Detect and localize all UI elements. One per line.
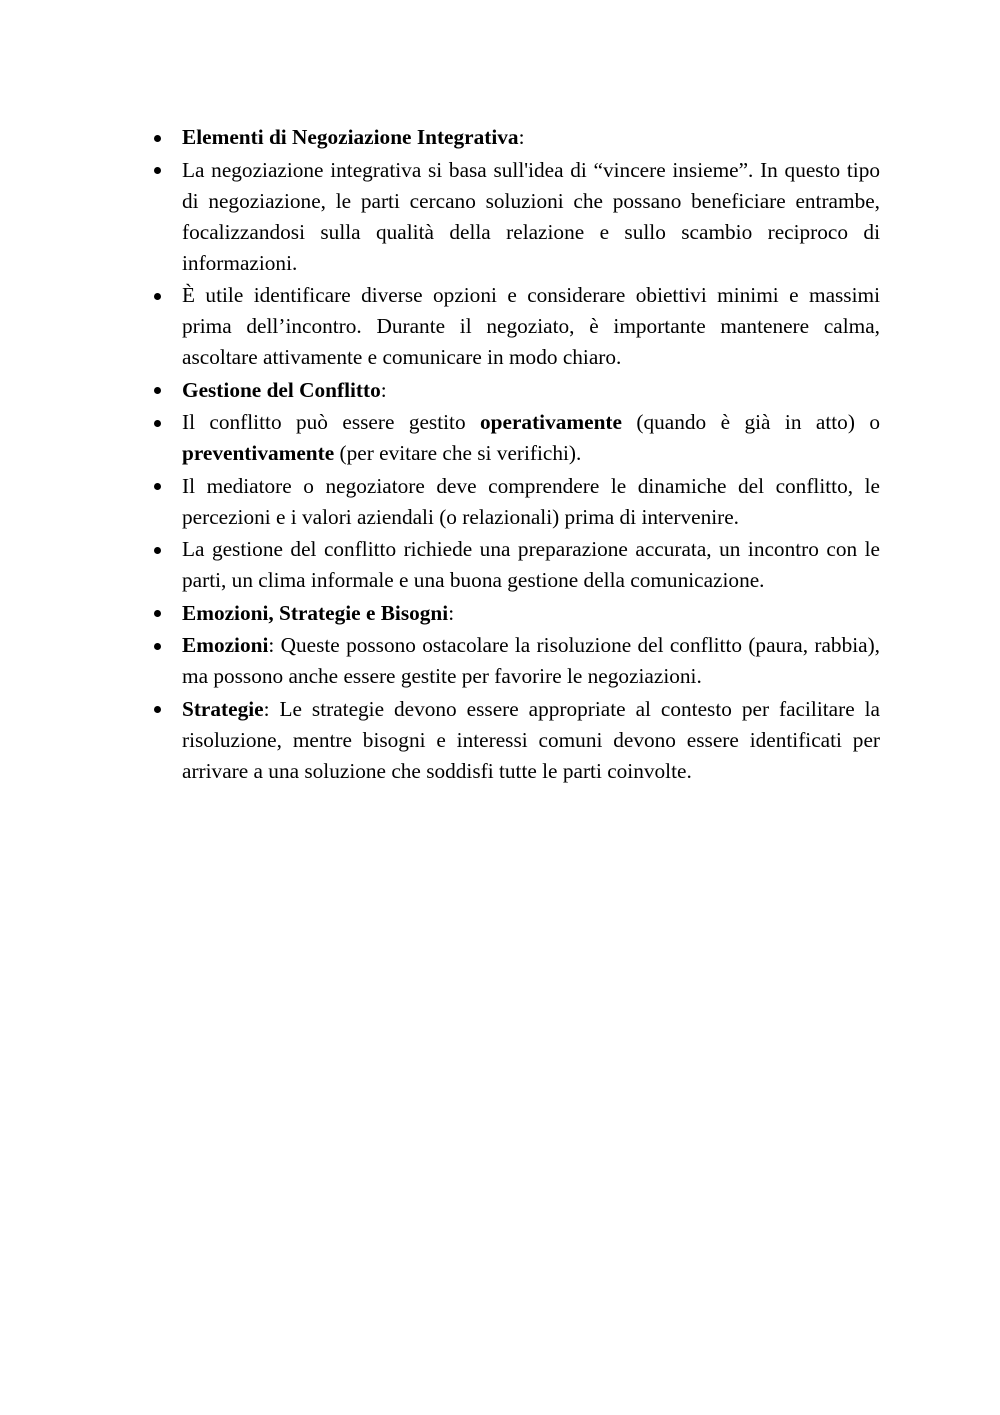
paragraph-text: (per evitare che si verifichi). bbox=[334, 441, 582, 465]
list-item-heading-negotiation bbox=[182, 122, 880, 153]
heading-text: Gestione del Conflitto bbox=[182, 377, 381, 402]
paragraph-text: : Queste possono ostacolare la risoluzione del conflitto (paura, rabbia), ma possono anche essere gestite per favorire le negoziazioni. bbox=[182, 633, 880, 688]
list-item-strategies bbox=[182, 694, 880, 787]
heading-colon: : bbox=[380, 377, 387, 402]
paragraph-text: Il conflitto può essere gestito bbox=[182, 410, 481, 434]
bold-term-strategies: Strategie bbox=[182, 696, 264, 721]
paragraph-text: La negoziazione integrativa si basa sull'idea di “vincere insieme”. In questo tipo di negoziazione, le parti cercano soluzioni che possano beneficiare entrambe, focalizzandosi sulla qualità della relazione e sullo scambio reciproco di informazioni. bbox=[182, 157, 880, 275]
document-page-body bbox=[182, 122, 880, 788]
list-item-heading-emotions-strategies bbox=[182, 598, 880, 629]
list-item-conflict-management-modes bbox=[182, 407, 880, 469]
heading-text: Elementi di Negoziazione Integrativa bbox=[182, 125, 519, 149]
list-item-integrative-idea bbox=[182, 155, 880, 279]
list-item-emotions bbox=[182, 630, 880, 692]
paragraph-text: : Le strategie devono essere appropriate al contesto per facilitare la risoluzione, mentre bisogni e interessi comuni devono essere identificati per arrivare a una soluzione che soddisfi tutte le parti coinvolte. bbox=[182, 696, 880, 783]
bold-term-emotions: Emozioni bbox=[182, 633, 269, 657]
list-item-options-objectives bbox=[182, 280, 880, 373]
bullet-list bbox=[182, 122, 880, 787]
heading-colon: : bbox=[448, 600, 455, 625]
paragraph-text: Il mediatore o negoziatore deve comprendere le dinamiche del conflitto, le percezioni e i valori aziendali (o relazionali) prima di intervenire. bbox=[182, 473, 880, 529]
list-item-heading-conflict bbox=[182, 375, 880, 406]
heading-colon: : bbox=[518, 125, 525, 149]
bold-term-preventively: preventivamente bbox=[182, 441, 335, 465]
list-item-mediator bbox=[182, 471, 880, 533]
paragraph-text: (quando è già in atto) o bbox=[621, 410, 880, 434]
bold-term-operatively: operativamente bbox=[480, 410, 622, 434]
list-item-conflict-preparation bbox=[182, 534, 880, 596]
paragraph-text: La gestione del conflitto richiede una preparazione accurata, un incontro con le parti, un clima informale e una buona gestione della comunicazione. bbox=[182, 537, 880, 592]
paragraph-text: È utile identificare diverse opzioni e considerare obiettivi minimi e massimi prima dell’incontro. Durante il negoziato, è importante mantenere calma, ascoltare attivamente e comunicare in modo chiaro. bbox=[182, 283, 880, 369]
heading-text: Emozioni, Strategie e Bisogni bbox=[182, 600, 449, 625]
